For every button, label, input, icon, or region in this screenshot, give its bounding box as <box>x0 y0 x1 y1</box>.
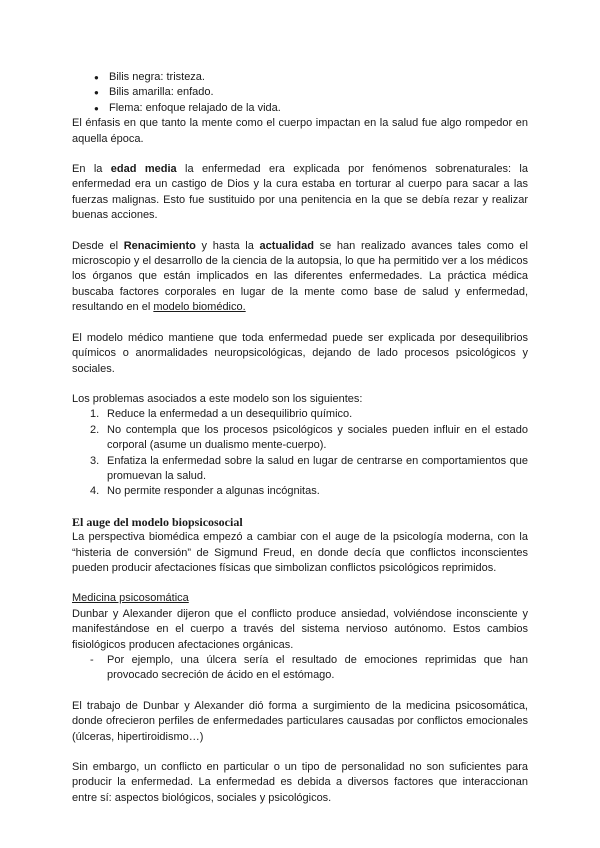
document-page <box>72 70 528 806</box>
paragraph-modelo-medico: El modelo médico mantiene que toda enfermedad puede ser explicada por desequilibrios químicos o anormalidades neuropsicológicas, dejando de lado procesos psicológicos y sociales. <box>72 331 528 375</box>
list-item: 3. Enfatiza la enfermedad sobre la salud en lugar de centrarse en comportamientos que promuevan la salud. <box>90 454 528 482</box>
list-item: 1. Reduce la enfermedad a un desequilibrio químico. <box>90 408 353 421</box>
paragraph-problemas: Los problemas asociados a este modelo son los siguientes: <box>72 392 363 405</box>
term-renacimiento: Renacimiento <box>123 239 196 252</box>
paragraph-dunbar: Dunbar y Alexander dijeron que el conflicto produce ansiedad, volviéndose inconsciente y manifestándose en el cuerpo a través del sistema nervioso autónomo. Estos cambios fisiológicos producen afectaciones orgánicas. <box>72 607 528 651</box>
paragraph-edad-media: En la edad media la enfermedad era explicada por fenómenos sobrenaturales: la enfermedad era un castigo de Dios y la cura estaba en torturar al cuerpo para sacar a las fuerzas malignas. Esto fue sustituido por una penitencia en la que se debía rezar y realizar buenas acciones. <box>72 163 528 222</box>
paragraph-auge: La perspectiva biomédica empezó a cambiar con el auge de la psicología moderna, con la “histeria de conversión” de Sigmund Freud, en donde decía que conflictos inconscientes pueden producir afectaciones físicas que simbolizan conflictos psicológicos reprimidos. <box>72 531 528 574</box>
paragraph-sin-embargo: Sin embargo, un conflicto en particular o un tipo de personalidad no son suficientes para producir la enfermedad. La enfermedad es debida a diversos factores que interaccionan entre sí: aspectos biológicos, sociales y psicológicos. <box>72 761 528 804</box>
term-edad-media: edad media <box>110 163 177 176</box>
list-item: - Por ejemplo, una úlcera sería el resultado de emociones reprimidas que han provocado secreción de ácido en el estómago. <box>90 654 528 682</box>
section-heading-auge: El auge del modelo biopsicosocial <box>72 514 243 529</box>
paragraph-trabajo: El trabajo de Dunbar y Alexander dió forma a surgimiento de la medicina psicosomática, donde ofrecieron perfiles de enfermedades particulares causadas por conflictos emocionales (úlceras, hipertiroidismo…) <box>72 699 528 743</box>
list-item: ● Bilis negra: tristeza. <box>94 70 528 85</box>
paragraph-renacimiento: Desde el Renacimiento y hasta la actualidad se han realizado avances tales como el microscopio y el desarrollo de la ciencia de la autopsia, lo que ha permitido ver a los médicos los órganos que están implicados en las diferentes enfermedades. La práctica médica buscaba factores corporales en lugar de la mente como base de salud y enfermedad, resultando en el modelo biomédico. <box>72 239 528 314</box>
list-item: ● Flema: enfoque relajado de la vida. <box>94 101 528 116</box>
list-item: 2. No contempla que los procesos psicológicos y sociales pueden influir en el estado corporal (asume un dualismo mente-cuerpo). <box>90 423 528 452</box>
humors-list <box>72 70 528 116</box>
list-item: ● Bilis amarilla: enfado. <box>94 85 528 100</box>
subheading-medicina-psicosomatica: Medicina psicosomática <box>72 592 189 605</box>
term-actualidad: actualidad <box>259 239 314 252</box>
example-list <box>72 653 528 684</box>
list-item: 4. No permite responder a algunas incógnitas. <box>90 485 320 498</box>
modelo-biomedico-link: modelo biomédico. <box>153 301 246 314</box>
problems-list <box>72 407 528 499</box>
paragraph-enfasis: El énfasis en que tanto la mente como el cuerpo impactan en la salud fue algo rompedor en aquella época. <box>72 117 528 145</box>
